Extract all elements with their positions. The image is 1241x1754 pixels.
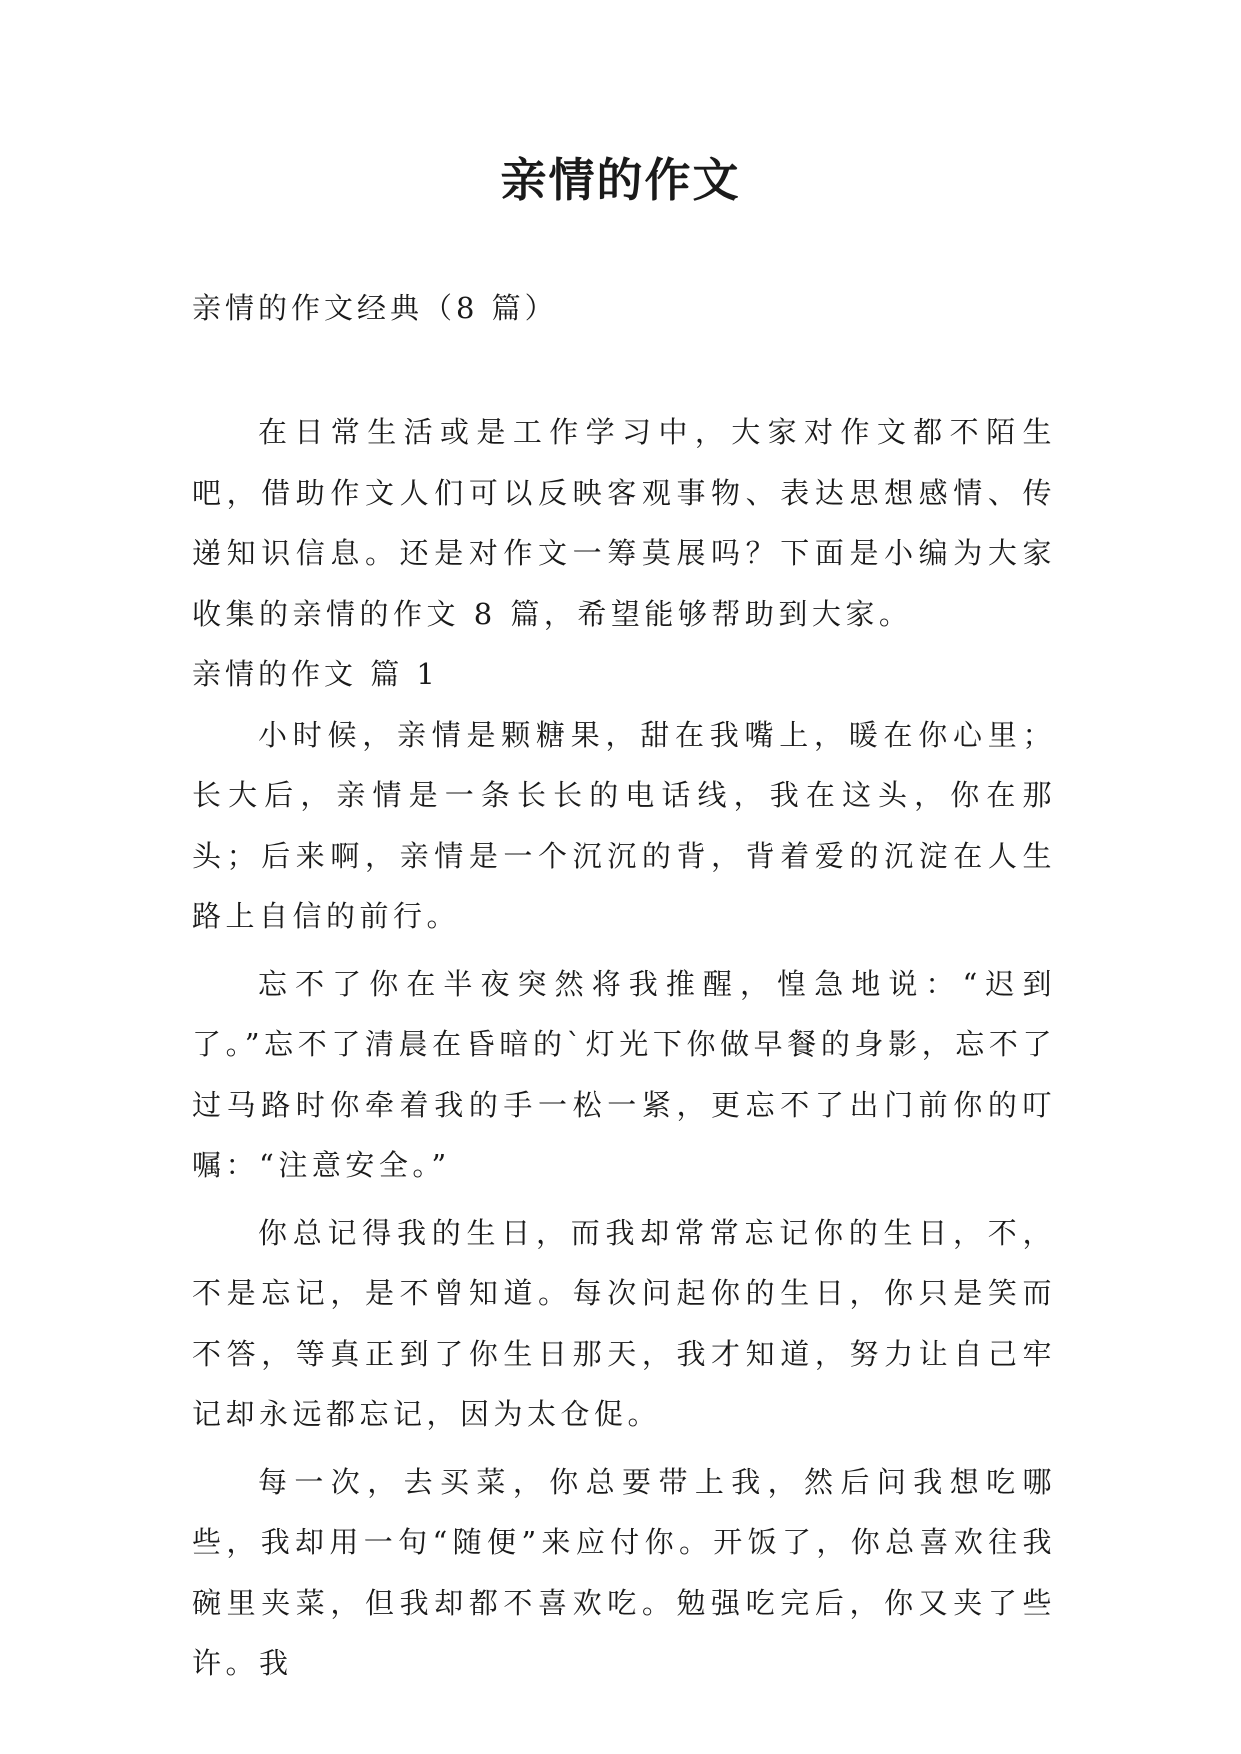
body-paragraph: 忘不了你在半夜突然将我推醒，惶急地说：“迟到了。”忘不了清晨在昏暗的`灯光下你做早餐的身影，忘不了过马路时你牵着我的手一松一紧，更忘不了出门前你的叮嘱：“注意安全。”: [192, 966, 1056, 1182]
document-subtitle: 亲情的作文经典（8 篇）: [192, 291, 558, 325]
body-paragraph: 每一次，去买菜，你总要带上我，然后问我想吃哪些，我却用一句“随便”来应付你。开饭了，你总喜欢往我碗里夹菜，但我却都不喜欢吃。勉强吃完后，你又夹了些许。我: [192, 1464, 1056, 1680]
body-paragraph: 小时候，亲情是颗糖果，甜在我嘴上，暖在你心里；长大后，亲情是一条长长的电话线，我在这头，你在那头；后来啊，亲情是一个沉沉的背，背着爱的沉淀在人生路上自信的前行。: [192, 717, 1056, 933]
document-body: [192, 402, 1056, 1694]
body-paragraph: 你总记得我的生日，而我却常常忘记你的生日，不，不是忘记，是不曾知道。每次问起你的生日，你只是笑而不答，等真正到了你生日那天，我才知道，努力让自己牢记却永远都忘记，因为太仓促。: [192, 1215, 1056, 1431]
page-title: 亲情的作文: [500, 153, 741, 207]
section-heading: 亲情的作文 篇 1: [192, 657, 439, 691]
intro-paragraph: 在日常生活或是工作学习中，大家对作文都不陌生吧，借助作文人们可以反映客观事物、表达思想感情、传递知识信息。还是对作文一筹莫展吗？下面是小编为大家收集的亲情的作文 8 篇，希望能够帮助到大家。: [192, 415, 1056, 631]
